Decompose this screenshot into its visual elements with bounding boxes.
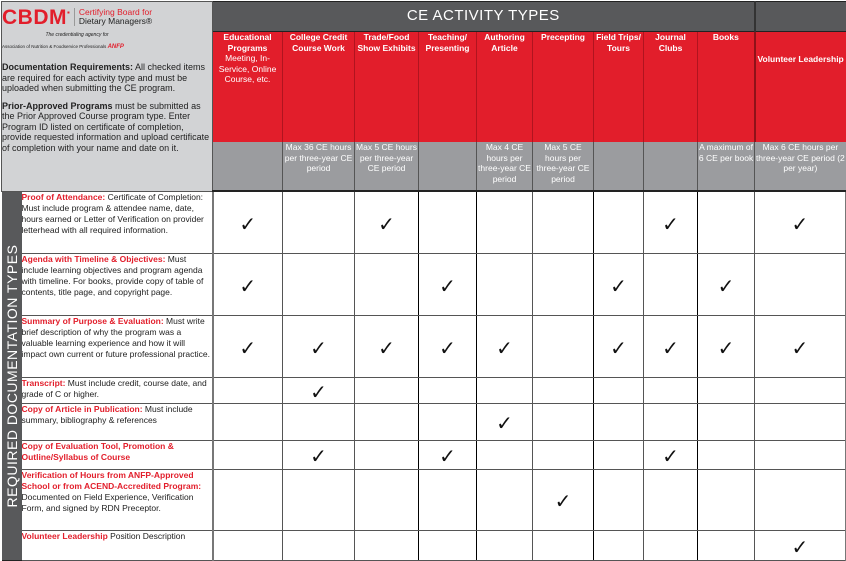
requirement-text: Position Description xyxy=(107,530,186,541)
anfp-mark: ANFP xyxy=(107,43,124,50)
activity-limit-note: Max 5 CE hours per three-year CE period xyxy=(355,142,419,191)
requirement-row xyxy=(2,191,846,253)
check-cell xyxy=(283,191,355,253)
activity-limit-note: Max 6 CE hours per three-year CE period (2 per year) xyxy=(755,142,846,191)
activity-limit-note: A maximum of 6 CE per book xyxy=(698,142,755,191)
activity-limit-note xyxy=(644,142,698,191)
check-cell xyxy=(355,440,419,469)
check-cell xyxy=(355,530,419,560)
check-cell xyxy=(533,315,594,377)
check-cell xyxy=(355,191,419,253)
checkmark-icon: ✓ xyxy=(310,381,327,404)
check-cell xyxy=(644,377,698,403)
requirement-label: Copy of Evaluation Tool, Promotion & Outline/Syllabus of Course xyxy=(21,440,174,462)
requirement-text: Must include credit, course date, and grade of C or higher. xyxy=(21,377,207,399)
activity-header xyxy=(755,32,846,143)
check-cell xyxy=(755,469,846,530)
activity-header xyxy=(533,32,594,143)
requirement-description xyxy=(22,403,213,440)
activity-title: Journal Clubs xyxy=(655,32,686,53)
check-cell xyxy=(533,377,594,403)
check-cell xyxy=(644,403,698,440)
checkmark-icon: ✓ xyxy=(239,337,257,360)
check-cell xyxy=(419,253,477,315)
requirement-row xyxy=(2,315,846,377)
check-cell xyxy=(213,403,283,440)
check-cell xyxy=(644,315,698,377)
check-cell xyxy=(594,315,644,377)
activity-limit-note: Max 36 CE hours per three-year CE period xyxy=(283,142,355,191)
activity-title: Authoring Article xyxy=(484,32,525,53)
requirement-description xyxy=(22,377,213,403)
check-cell xyxy=(213,191,283,253)
check-cell xyxy=(355,253,419,315)
check-cell xyxy=(477,253,533,315)
check-cell xyxy=(355,403,419,440)
side-label-text: REQUIRED DOCUMENTATION TYPES xyxy=(3,244,20,507)
intro-panel xyxy=(2,2,213,192)
check-cell xyxy=(477,315,533,377)
requirement-row xyxy=(2,530,846,560)
checkmark-icon: ✓ xyxy=(439,275,456,298)
check-cell xyxy=(698,253,755,315)
activity-title: Precepting xyxy=(541,32,585,42)
checkmark-icon: ✓ xyxy=(717,275,735,298)
check-cell xyxy=(698,315,755,377)
requirement-row xyxy=(2,403,846,440)
required-documentation-label xyxy=(2,191,22,560)
check-cell xyxy=(644,440,698,469)
check-cell xyxy=(755,530,846,560)
check-cell xyxy=(355,377,419,403)
checkmark-icon: ✓ xyxy=(610,275,627,298)
checkmark-icon: ✓ xyxy=(496,337,513,360)
logo-wordmark: CBDM xyxy=(2,6,67,29)
check-cell xyxy=(533,403,594,440)
requirement-text: Documented on Field Experience, Verification Form, and signed by RDN Preceptor. xyxy=(21,491,194,513)
check-cell xyxy=(477,530,533,560)
checkmark-icon: ✓ xyxy=(662,337,679,360)
activity-header xyxy=(283,32,355,143)
checkmark-icon: ✓ xyxy=(496,413,513,435)
activity-header xyxy=(213,32,283,143)
check-cell xyxy=(477,377,533,403)
check-cell xyxy=(698,403,755,440)
check-cell xyxy=(594,469,644,530)
activity-subtitle: Meeting, In-Service, Online Course, etc. xyxy=(218,53,277,84)
requirement-description xyxy=(22,440,213,469)
check-cell xyxy=(594,440,644,469)
check-cell xyxy=(355,469,419,530)
checkmark-icon: ✓ xyxy=(310,337,327,360)
check-cell xyxy=(755,191,846,253)
activity-header xyxy=(698,32,755,143)
activity-title: Books xyxy=(712,32,739,42)
activity-header xyxy=(594,32,644,143)
requirement-label: Agenda with Timeline & Objectives: xyxy=(21,253,166,264)
check-cell xyxy=(283,377,355,403)
checkmark-icon: ✓ xyxy=(378,213,395,236)
activity-header xyxy=(644,32,698,143)
requirement-row xyxy=(2,469,846,530)
cbdm-logo: CBDM ▪ Certifying Board for Dietary Managers® The credentialing agency for Association of Nutrition & Foodservice Professionals ANFP xyxy=(2,6,153,50)
logo-line1: Certifying Board for xyxy=(78,7,153,17)
check-cell xyxy=(419,530,477,560)
requirement-description xyxy=(22,191,213,253)
requirement-description xyxy=(22,530,213,560)
check-cell xyxy=(419,403,477,440)
check-cell xyxy=(698,191,755,253)
check-cell xyxy=(283,530,355,560)
check-cell xyxy=(594,253,644,315)
prior-approved-note: Prior-Approved Programs must be submitted as the Prior Approved Course program type. Enter Program ID listed on certificate of completion, provide requested information and upload certificate of completion with your name and date on it. xyxy=(2,100,210,153)
check-cell xyxy=(644,530,698,560)
requirement-label: Verification of Hours from ANFP-Approved School or from ACEND-Accredited Program: xyxy=(21,469,202,491)
requirement-label: Proof of Attendance: xyxy=(21,191,106,202)
activity-title: Volunteer Leadership xyxy=(757,54,844,64)
check-cell xyxy=(755,440,846,469)
check-cell xyxy=(644,469,698,530)
check-cell xyxy=(283,440,355,469)
logo-association: Association of Nutrition & Foodservice Professionals xyxy=(2,43,107,49)
check-cell xyxy=(698,440,755,469)
check-cell xyxy=(698,377,755,403)
documentation-requirements-note: Documentation Requirements: All checked items are required for each activity type and must be uploaded when submitting the CE program. xyxy=(2,62,206,93)
check-cell xyxy=(477,440,533,469)
requirement-text: Must write brief description of why the program was a valuable learning experience and how it will impact own current or future professional practice. xyxy=(21,315,211,359)
check-cell xyxy=(594,403,644,440)
check-cell xyxy=(594,191,644,253)
requirement-row xyxy=(2,253,846,315)
activity-header xyxy=(355,32,419,143)
checkmark-icon: ✓ xyxy=(439,337,456,360)
requirement-row xyxy=(2,377,846,403)
check-cell xyxy=(755,403,846,440)
check-cell xyxy=(283,403,355,440)
logo-line2: Dietary Managers® xyxy=(78,16,153,26)
check-cell xyxy=(213,469,283,530)
check-cell xyxy=(213,440,283,469)
requirement-row xyxy=(2,440,846,469)
check-cell xyxy=(213,315,283,377)
check-cell xyxy=(594,530,644,560)
checkmark-icon: ✓ xyxy=(662,213,679,236)
requirement-label: Transcript: xyxy=(21,377,66,388)
title-end-cell xyxy=(755,2,846,32)
activity-header xyxy=(477,32,533,143)
check-cell xyxy=(283,253,355,315)
ce-requirements-table xyxy=(1,1,846,561)
check-cell xyxy=(698,530,755,560)
activity-limit-note: Max 5 CE hours per three-year CE period xyxy=(533,142,594,191)
activity-limit-note xyxy=(419,142,477,191)
check-cell xyxy=(213,530,283,560)
checkmark-icon: ✓ xyxy=(239,213,257,236)
checkmark-icon: ✓ xyxy=(717,337,735,360)
check-cell xyxy=(594,377,644,403)
check-cell xyxy=(283,315,355,377)
check-cell xyxy=(355,315,419,377)
checkmark-icon: ✓ xyxy=(791,337,809,360)
checkmark-icon: ✓ xyxy=(310,446,327,468)
checkmark-icon: ✓ xyxy=(554,491,572,513)
activity-title: Educational Programs xyxy=(223,32,272,53)
checkmark-icon: ✓ xyxy=(791,536,809,559)
requirement-label: Copy of Article in Publication: xyxy=(21,403,143,414)
check-cell xyxy=(644,253,698,315)
check-cell xyxy=(533,469,594,530)
check-cell xyxy=(533,440,594,469)
check-cell xyxy=(533,530,594,560)
activity-limit-note: Max 4 CE hours per three-year CE period xyxy=(477,142,533,191)
activity-title: Trade/Food Show Exhibits xyxy=(357,32,416,53)
check-cell xyxy=(644,191,698,253)
ce-activity-types-title: CE ACTIVITY TYPES xyxy=(213,2,755,32)
check-cell xyxy=(477,469,533,530)
check-cell xyxy=(477,191,533,253)
checkmark-icon: ✓ xyxy=(378,337,395,360)
check-cell xyxy=(419,469,477,530)
requirement-description xyxy=(22,253,213,315)
check-cell xyxy=(477,403,533,440)
logo-tagline: The credentialing agency for xyxy=(45,32,109,38)
check-cell xyxy=(419,440,477,469)
check-cell xyxy=(419,315,477,377)
checkmark-icon: ✓ xyxy=(239,275,257,298)
activity-title: College Credit Course Work xyxy=(289,32,348,53)
check-cell xyxy=(213,253,283,315)
activity-header xyxy=(419,32,477,143)
activity-limit-note xyxy=(213,142,283,191)
requirement-text: Certificate of Completion: Must include program & attendee name, date, hours earned or Letter of Verification on provider letterhead with all required information. xyxy=(21,191,204,235)
check-cell xyxy=(533,253,594,315)
check-cell xyxy=(419,377,477,403)
check-cell xyxy=(698,469,755,530)
activity-title: Teaching/ Presenting xyxy=(425,32,470,53)
activity-title: Field Trips/ Tours xyxy=(596,32,641,53)
check-cell xyxy=(755,253,846,315)
checkmark-icon: ✓ xyxy=(791,213,809,236)
requirement-description xyxy=(22,469,213,530)
requirement-label: Volunteer Leadership xyxy=(21,530,108,541)
activity-limit-note xyxy=(594,142,644,191)
check-cell xyxy=(533,191,594,253)
check-cell xyxy=(213,377,283,403)
checkmark-icon: ✓ xyxy=(662,446,679,468)
checkmark-icon: ✓ xyxy=(610,337,627,360)
check-cell xyxy=(755,315,846,377)
requirement-text: Must include summary, bibliography & references xyxy=(21,403,193,425)
requirement-label: Summary of Purpose & Evaluation: xyxy=(21,315,164,326)
check-cell xyxy=(419,191,477,253)
checkmark-icon: ✓ xyxy=(439,446,456,468)
check-cell xyxy=(283,469,355,530)
check-cell xyxy=(755,377,846,403)
requirement-text: Must include learning objectives and program agenda with timeline. For books, provide copy of table of contents, title page, and copyright page. xyxy=(21,253,204,297)
requirement-description xyxy=(22,315,213,377)
